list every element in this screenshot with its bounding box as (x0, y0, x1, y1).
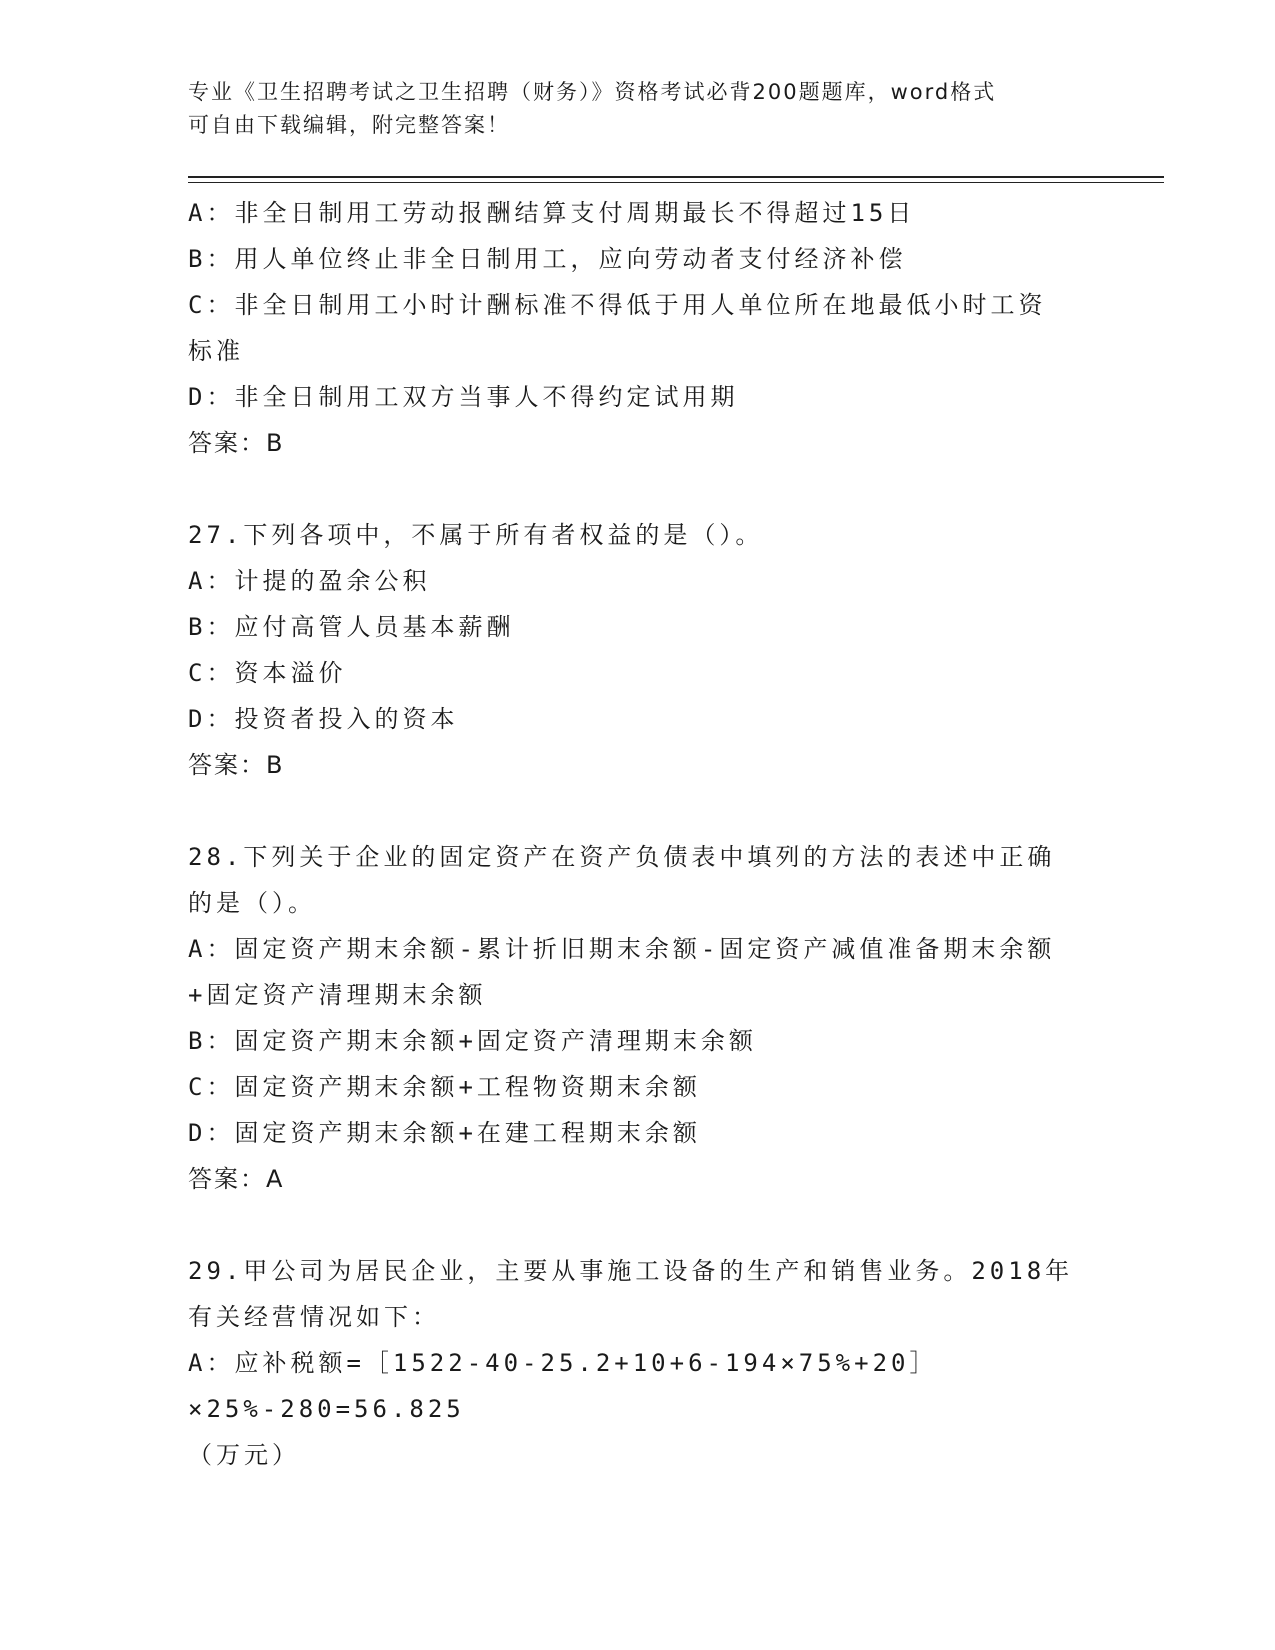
q26-option-c-line-2: 标准 (188, 337, 244, 365)
q28-option-d: D：固定资产期末余额+在建工程期末余额 (188, 1119, 701, 1147)
question-27 (188, 512, 1088, 788)
q28-stem-line-2: 的是（）。 (188, 889, 316, 917)
header-title-line-1: 专业《卫生招聘考试之卫生招聘（财务）》资格考试必背200题题库，word格式 (188, 80, 997, 104)
header-rule-thin (188, 182, 1164, 183)
q26-answer: 答案：B (188, 429, 285, 457)
q27-option-b: B：应付高管人员基本薪酬 (188, 613, 515, 641)
q26-option-c-line-1: C：非全日制用工小时计酬标准不得低于用人单位所在地最低小时工资 (188, 291, 1047, 319)
q27-option-c: C：资本溢价 (188, 659, 347, 687)
q29-option-a-line-1: A：应补税额=［1522-40-25.2+10+6-194×75%+20］×25%-280=56.825 (188, 1349, 938, 1423)
document-body (188, 190, 1088, 1478)
q28-option-c: C：固定资产期末余额+工程物资期末余额 (188, 1073, 701, 1101)
q27-stem: 27.下列各项中，不属于所有者权益的是（）。 (188, 521, 764, 549)
q29-stem-line-1: 29.甲公司为居民企业，主要从事施工设备的生产和销售业务。2018年 (188, 1257, 1074, 1285)
q28-option-a-line-1: A：固定资产期末余额-累计折旧期末余额-固定资产减值准备期末余额 (188, 935, 1056, 963)
q26-option-a: A：非全日制用工劳动报酬结算支付周期最长不得超过15日 (188, 199, 916, 227)
header-title-line-2: 可自由下载编辑，附完整答案！ (188, 113, 510, 137)
spacer (188, 1202, 1088, 1248)
header-rule-thick (188, 176, 1164, 178)
question-26 (188, 190, 1088, 466)
q27-answer: 答案：B (188, 751, 285, 779)
q28-option-a-line-2: +固定资产清理期末余额 (188, 981, 487, 1009)
q26-option-d: D：非全日制用工双方当事人不得约定试用期 (188, 383, 739, 411)
q28-answer: 答案：A (188, 1165, 285, 1193)
q29-option-a-line-2: （万元） (188, 1441, 300, 1469)
q27-option-a: A：计提的盈余公积 (188, 567, 431, 595)
q27-option-d: D：投资者投入的资本 (188, 705, 459, 733)
q26-option-b: B：用人单位终止非全日制用工，应向劳动者支付经济补偿 (188, 245, 907, 273)
spacer (188, 788, 1088, 834)
q28-stem-line-1: 28.下列关于企业的固定资产在资产负债表中填列的方法的表述中正确 (188, 843, 1056, 871)
question-29 (188, 1248, 1088, 1478)
question-28 (188, 834, 1088, 1202)
document-header (188, 76, 1088, 142)
q29-stem-line-2: 有关经营情况如下： (188, 1303, 440, 1331)
q28-option-b: B：固定资产期末余额+固定资产清理期末余额 (188, 1027, 757, 1055)
spacer (188, 466, 1088, 512)
